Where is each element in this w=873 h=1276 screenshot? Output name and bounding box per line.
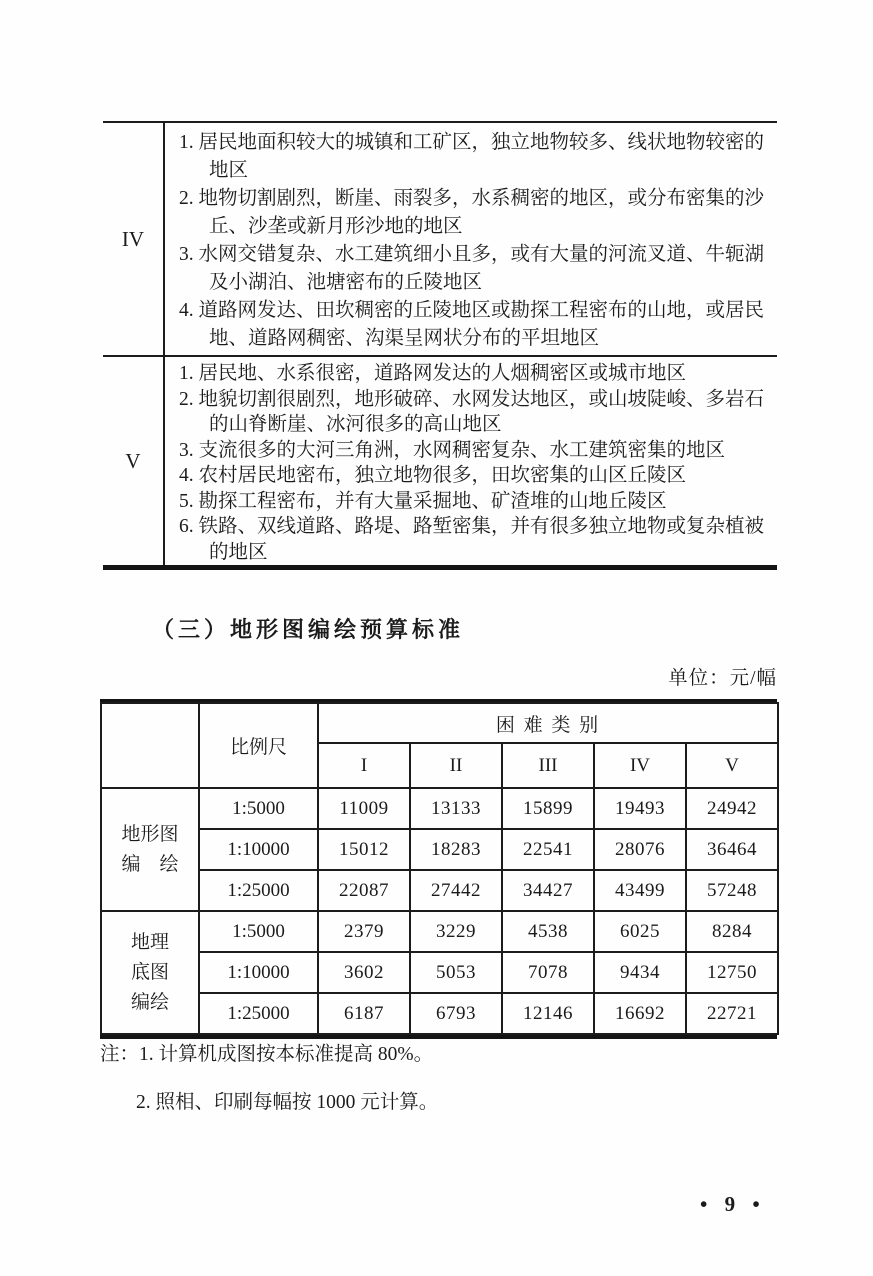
budget-table-wrapper [100, 699, 777, 1039]
price-cell: 12146 [502, 993, 594, 1034]
category-header-4: IV [594, 743, 686, 788]
difficulty-grade-v: V [103, 357, 165, 565]
price-cell: 19493 [594, 788, 686, 829]
difficulty-item: 4. 农村居民地密布，独立地物很多，田坎密集的山区丘陵区 [179, 465, 687, 486]
group-label-line: 地理 [130, 931, 169, 953]
price-cell: 5053 [410, 952, 502, 993]
price-cell: 11009 [318, 788, 410, 829]
difficulty-grade-iv: IV [103, 123, 165, 355]
price-cell: 43499 [594, 870, 686, 911]
price-cell: 22541 [502, 829, 594, 870]
difficulty-item: 3. 支流很多的大河三角洲，水网稠密复杂、水工建筑密集的地区 [179, 439, 726, 461]
difficulty-descriptions-v [165, 357, 777, 565]
scale-column-header: 比例尺 [199, 703, 318, 788]
price-cell: 8284 [686, 911, 778, 952]
group-label-geographic-base-map-compilation [101, 911, 199, 1034]
note-1 [100, 1038, 433, 1066]
price-cell: 34427 [502, 870, 594, 911]
price-cell: 6187 [318, 993, 410, 1034]
unit-label: 单位：元/幅 [668, 668, 777, 689]
price-cell: 22721 [686, 993, 778, 1034]
category-header-1: I [318, 743, 410, 788]
price-cell: 22087 [318, 870, 410, 911]
price-cell: 9434 [594, 952, 686, 993]
scale-cell: 1:10000 [199, 952, 318, 993]
price-cell: 12750 [686, 952, 778, 993]
price-cell: 3229 [410, 911, 502, 952]
price-cell: 7078 [502, 952, 594, 993]
scale-cell: 1:5000 [199, 788, 318, 829]
difficulty-row-v [103, 357, 777, 565]
difficulty-item: 2. 地貌切割很剧烈，地形破碎、水网发达地区，或山坡陡峻、多岩石的山脊断崖、冰河很多的高山地区 [179, 388, 765, 435]
section-heading: （三）地形图编绘预算标准 [152, 617, 465, 642]
difficulty-item: 1. 居民地面积较大的城镇和工矿区，独立地物较多、线状地物较密的地区 [179, 132, 765, 181]
difficulty-item: 1. 居民地、水系很密，道路网发达的人烟稠密区或城市地区 [179, 363, 687, 384]
group-label-topographic-map-compilation [101, 788, 199, 911]
difficulty-item: 2. 地物切割剧烈，断崖、雨裂多，水系稠密的地区，或分布密集的沙丘、沙垄或新月形沙地的地区 [179, 188, 765, 237]
price-cell: 2379 [318, 911, 410, 952]
note-text: 1. 计算机成图按本标准提高 80%。 [139, 1044, 434, 1065]
group-label-line: 编 绘 [121, 853, 179, 875]
group-label-line: 编绘 [130, 991, 169, 1013]
difficulty-item: 6. 铁路、双线道路、路堤、路堑密集，并有很多独立地物或复杂植被的地区 [179, 516, 765, 563]
price-cell: 4538 [502, 911, 594, 952]
scale-cell: 1:25000 [199, 870, 318, 911]
price-cell: 16692 [594, 993, 686, 1034]
note-2: 2. 照相、印刷每幅按 1000 元计算。 [136, 1092, 439, 1113]
scale-cell: 1:25000 [199, 993, 318, 1034]
difficulty-item: 3. 水网交错复杂、水工建筑细小且多，或有大量的河流叉道、牛轭湖及小湖泊、池塘密布的丘陵地区 [179, 244, 765, 293]
difficulty-row-iv [103, 123, 777, 357]
price-cell: 24942 [686, 788, 778, 829]
difficulty-item: 4. 道路网发达、田坎稠密的丘陵地区或勘探工程密布的山地，或居民地、道路网稠密、沟渠呈网状分布的平坦地区 [179, 300, 765, 349]
price-cell: 6793 [410, 993, 502, 1034]
price-cell: 13133 [410, 788, 502, 829]
difficulty-item: 5. 勘探工程密布，并有大量采掘地、矿渣堆的山地丘陵区 [179, 490, 667, 512]
corner-cell [101, 703, 199, 788]
price-cell: 36464 [686, 829, 778, 870]
category-header-5: V [686, 743, 778, 788]
price-cell: 3602 [318, 952, 410, 993]
category-header-2: II [410, 743, 502, 788]
group-label-line: 底图 [130, 961, 169, 983]
scale-cell: 1:5000 [199, 911, 318, 952]
category-header-3: III [502, 743, 594, 788]
price-cell: 57248 [686, 870, 778, 911]
group-label-line: 地形图 [121, 823, 179, 845]
scale-cell: 1:10000 [199, 829, 318, 870]
price-cell: 15012 [318, 829, 410, 870]
price-cell: 27442 [410, 870, 502, 911]
budget-table [100, 702, 779, 1035]
price-cell: 28076 [594, 829, 686, 870]
price-cell: 15899 [502, 788, 594, 829]
difficulty-category-table [103, 121, 777, 570]
price-cell: 18283 [410, 829, 502, 870]
difficulty-category-header: 困 难 类 别 [318, 703, 778, 743]
price-cell: 6025 [594, 911, 686, 952]
page-number: • 9 • [700, 1192, 766, 1216]
note-prefix: 注： [100, 1044, 140, 1065]
difficulty-descriptions-iv [165, 123, 777, 355]
